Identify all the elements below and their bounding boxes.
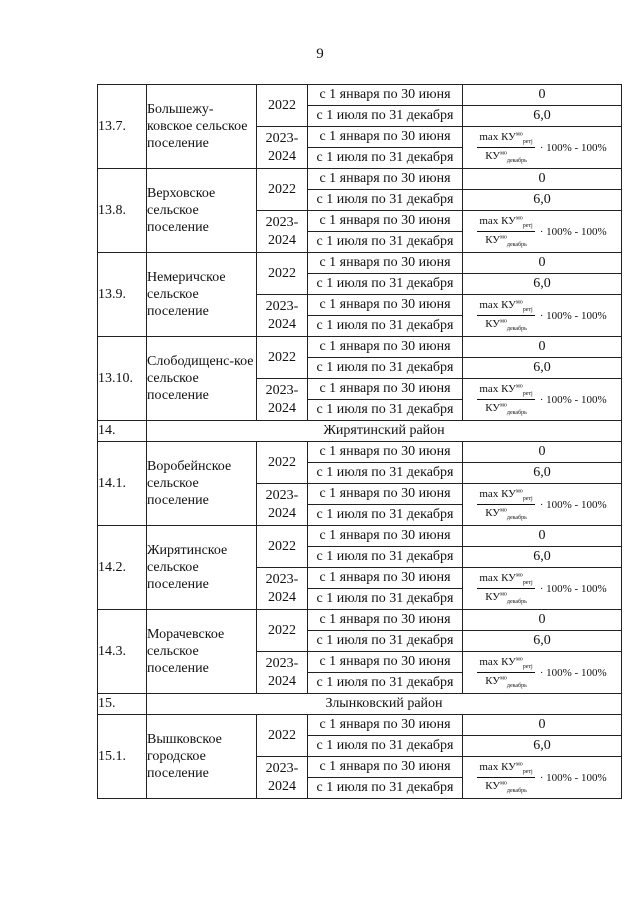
period-second-half: с 1 июля по 31 декабря: [308, 673, 463, 694]
settlement-number: 13.8.: [98, 169, 147, 253]
formula: [463, 761, 621, 793]
period-first-half: с 1 января по 30 июня: [308, 295, 463, 316]
settlement-name: Большежу-ковское сельское поселение: [147, 85, 257, 169]
formula-tail: · 100% - 100%: [539, 498, 607, 511]
formula-denominator-sup: мо: [500, 401, 507, 408]
tariff-table: [97, 84, 622, 799]
district-name: Жирятинский район: [147, 421, 622, 442]
table-row: [98, 169, 622, 190]
table-row: [98, 337, 622, 358]
period-first-half: с 1 января по 30 июня: [308, 85, 463, 106]
district-row: [98, 421, 622, 442]
formula-tail: · 100% - 100%: [539, 666, 607, 679]
settlement-number: 13.10.: [98, 337, 147, 421]
formula-tail: · 100% - 100%: [539, 393, 607, 406]
period-first-half: с 1 января по 30 июня: [308, 610, 463, 631]
settlement-name: Слободищенс-кое сельское поселение: [147, 337, 257, 421]
value-first-half: 0: [463, 85, 622, 106]
formula-numerator: $\max КУ^{мо}_{ретj}$: [479, 488, 533, 503]
formula-denominator-sup: мо: [500, 674, 507, 681]
formula-numerator-sub: ретj: [522, 664, 533, 671]
formula-denominator-sub: декабрь: [506, 787, 527, 794]
period-first-half: с 1 января по 30 июня: [308, 337, 463, 358]
settlement-name: Жирятинское сельское поселение: [147, 526, 257, 610]
value-first-half: 0: [463, 715, 622, 736]
value-first-half: 0: [463, 337, 622, 358]
formula-denominator-sub: декабрь: [506, 598, 527, 605]
value-second-half: 6,0: [463, 190, 622, 211]
table-row: [98, 610, 622, 631]
year-cell: 2023-2024: [257, 379, 308, 421]
formula-numerator: $\max КУ^{мо}_{ретj}$: [479, 131, 533, 146]
formula-denominator: $КУ^{мо}_{декабрь}$: [485, 149, 527, 164]
district-number: 15.: [98, 694, 147, 715]
page-number: 9: [316, 46, 324, 62]
year-cell: 2023-2024: [257, 652, 308, 694]
period-second-half: с 1 июля по 31 декабря: [308, 190, 463, 211]
formula-denominator-sup: мо: [500, 779, 507, 786]
formula-denominator-sup: мо: [500, 590, 507, 597]
formula-fraction: [477, 488, 534, 520]
period-second-half: с 1 июля по 31 декабря: [308, 631, 463, 652]
formula-numerator-sup: мо: [515, 215, 523, 222]
formula: [463, 299, 621, 331]
year-cell: 2023-2024: [257, 127, 308, 169]
period-second-half: с 1 июля по 31 декабря: [308, 736, 463, 757]
formula-denominator: $КУ^{мо}_{декабрь}$: [485, 590, 527, 605]
value-second-half: 6,0: [463, 736, 622, 757]
formula-numerator: $\max КУ^{мо}_{ретj}$: [479, 299, 533, 314]
value-first-half: 0: [463, 610, 622, 631]
year-cell: 2023-2024: [257, 568, 308, 610]
table-row: [98, 715, 622, 736]
formula-numerator: $\max КУ^{мо}_{ретj}$: [479, 215, 533, 230]
value-second-half: 6,0: [463, 106, 622, 127]
settlement-number: 13.7.: [98, 85, 147, 169]
period-second-half: с 1 июля по 31 декабря: [308, 463, 463, 484]
formula-numerator-sup: мо: [515, 299, 523, 306]
year-cell: 2022: [257, 169, 308, 211]
period-second-half: с 1 июля по 31 декабря: [308, 106, 463, 127]
formula: [463, 131, 621, 163]
period-first-half: с 1 января по 30 июня: [308, 526, 463, 547]
formula-numerator-sub: ретj: [522, 307, 533, 314]
formula-fraction: [477, 572, 534, 604]
formula-tail: · 100% - 100%: [539, 225, 607, 238]
formula: [463, 488, 621, 520]
formula-numerator-sub: ретj: [522, 769, 533, 776]
year-cell: 2022: [257, 610, 308, 652]
settlement-name: Верховское сельское поселение: [147, 169, 257, 253]
value-second-half: 6,0: [463, 274, 622, 295]
value-second-half: 6,0: [463, 358, 622, 379]
formula-numerator-sub: ретj: [522, 139, 533, 146]
formula-tail: · 100% - 100%: [539, 141, 607, 154]
formula-numerator: $\max КУ^{мо}_{ретj}$: [479, 761, 533, 776]
formula-denominator-sub: декабрь: [506, 157, 527, 164]
period-first-half: с 1 января по 30 июня: [308, 652, 463, 673]
formula-cell: [463, 484, 622, 526]
formula-cell: [463, 127, 622, 169]
formula-denominator: $КУ^{мо}_{декабрь}$: [485, 779, 527, 794]
settlement-number: 14.1.: [98, 442, 147, 526]
formula: [463, 572, 621, 604]
year-cell: 2022: [257, 253, 308, 295]
formula-numerator-sub: ретj: [522, 496, 533, 503]
district-name: Злынковский район: [147, 694, 622, 715]
period-first-half: с 1 января по 30 июня: [308, 757, 463, 778]
table-row: [98, 85, 622, 106]
formula-fraction: [477, 383, 534, 415]
table-row: [98, 442, 622, 463]
period-second-half: с 1 июля по 31 декабря: [308, 358, 463, 379]
period-first-half: с 1 января по 30 июня: [308, 484, 463, 505]
table-row: [98, 526, 622, 547]
formula-numerator-sup: мо: [515, 488, 523, 495]
formula-cell: [463, 757, 622, 799]
value-first-half: 0: [463, 169, 622, 190]
period-second-half: с 1 июля по 31 декабря: [308, 148, 463, 169]
year-cell: 2023-2024: [257, 484, 308, 526]
value-first-half: 0: [463, 526, 622, 547]
formula-denominator: $КУ^{мо}_{декабрь}$: [485, 401, 527, 416]
formula-denominator: $КУ^{мо}_{декабрь}$: [485, 674, 527, 689]
formula-numerator-sub: ретj: [522, 391, 533, 398]
formula-numerator-sup: мо: [515, 131, 523, 138]
value-first-half: 0: [463, 253, 622, 274]
formula-denominator: $КУ^{мо}_{декабрь}$: [485, 317, 527, 332]
year-cell: 2022: [257, 715, 308, 757]
formula-numerator-sub: ретj: [522, 580, 533, 587]
period-first-half: с 1 января по 30 июня: [308, 127, 463, 148]
period-first-half: с 1 января по 30 июня: [308, 715, 463, 736]
period-second-half: с 1 июля по 31 декабря: [308, 547, 463, 568]
formula-cell: [463, 211, 622, 253]
period-first-half: с 1 января по 30 июня: [308, 253, 463, 274]
formula-numerator-sup: мо: [515, 761, 523, 768]
settlement-number: 14.2.: [98, 526, 147, 610]
settlement-name: Воробейнское сельское поселение: [147, 442, 257, 526]
settlement-number: 14.3.: [98, 610, 147, 694]
year-cell: 2022: [257, 442, 308, 484]
formula-denominator: $КУ^{мо}_{декабрь}$: [485, 233, 527, 248]
period-second-half: с 1 июля по 31 декабря: [308, 505, 463, 526]
formula-numerator-sup: мо: [515, 572, 523, 579]
period-second-half: с 1 июля по 31 декабря: [308, 274, 463, 295]
year-cell: 2022: [257, 337, 308, 379]
formula-fraction: [477, 761, 534, 793]
formula-denominator-sup: мо: [500, 233, 507, 240]
formula-numerator: $\max КУ^{мо}_{ретj}$: [479, 656, 533, 671]
formula-denominator-sub: декабрь: [506, 682, 527, 689]
formula: [463, 656, 621, 688]
formula-fraction: [477, 299, 534, 331]
year-cell: 2023-2024: [257, 295, 308, 337]
year-cell: 2023-2024: [257, 211, 308, 253]
period-first-half: с 1 января по 30 июня: [308, 211, 463, 232]
formula-denominator: $КУ^{мо}_{декабрь}$: [485, 506, 527, 521]
formula-denominator-sub: декабрь: [506, 241, 527, 248]
formula-denominator-sup: мо: [500, 149, 507, 156]
district-number: 14.: [98, 421, 147, 442]
formula-numerator: $\max КУ^{мо}_{ретj}$: [479, 383, 533, 398]
value-second-half: 6,0: [463, 631, 622, 652]
formula: [463, 215, 621, 247]
period-first-half: с 1 января по 30 июня: [308, 379, 463, 400]
period-first-half: с 1 января по 30 июня: [308, 442, 463, 463]
formula: [463, 383, 621, 415]
formula-denominator-sup: мо: [500, 506, 507, 513]
formula-cell: [463, 295, 622, 337]
settlement-number: 13.9.: [98, 253, 147, 337]
formula-cell: [463, 379, 622, 421]
district-row: [98, 694, 622, 715]
formula-fraction: [477, 656, 534, 688]
table-row: [98, 253, 622, 274]
formula-fraction: [477, 215, 534, 247]
period-second-half: с 1 июля по 31 декабря: [308, 316, 463, 337]
formula-denominator-sup: мо: [500, 317, 507, 324]
value-second-half: 6,0: [463, 547, 622, 568]
year-cell: 2022: [257, 526, 308, 568]
year-cell: 2023-2024: [257, 757, 308, 799]
formula-cell: [463, 652, 622, 694]
settlement-name: Вышковское городское поселение: [147, 715, 257, 799]
period-second-half: с 1 июля по 31 декабря: [308, 778, 463, 799]
formula-denominator-sub: декабрь: [506, 325, 527, 332]
formula-tail: · 100% - 100%: [539, 582, 607, 595]
formula-numerator-sup: мо: [515, 656, 523, 663]
formula-tail: · 100% - 100%: [539, 309, 607, 322]
period-first-half: с 1 января по 30 июня: [308, 169, 463, 190]
year-cell: 2022: [257, 85, 308, 127]
period-second-half: с 1 июля по 31 декабря: [308, 232, 463, 253]
formula-denominator-sub: декабрь: [506, 409, 527, 416]
settlement-number: 15.1.: [98, 715, 147, 799]
formula-numerator: $\max КУ^{мо}_{ретj}$: [479, 572, 533, 587]
value-first-half: 0: [463, 442, 622, 463]
formula-denominator-sub: декабрь: [506, 514, 527, 521]
formula-tail: · 100% - 100%: [539, 771, 607, 784]
period-second-half: с 1 июля по 31 декабря: [308, 589, 463, 610]
formula-cell: [463, 568, 622, 610]
formula-numerator-sub: ретj: [522, 223, 533, 230]
formula-numerator-sup: мо: [515, 383, 523, 390]
value-second-half: 6,0: [463, 463, 622, 484]
period-second-half: с 1 июля по 31 декабря: [308, 400, 463, 421]
settlement-name: Немеричское сельское поселение: [147, 253, 257, 337]
period-first-half: с 1 января по 30 июня: [308, 568, 463, 589]
formula-fraction: [477, 131, 534, 163]
settlement-name: Морачевское сельское поселение: [147, 610, 257, 694]
